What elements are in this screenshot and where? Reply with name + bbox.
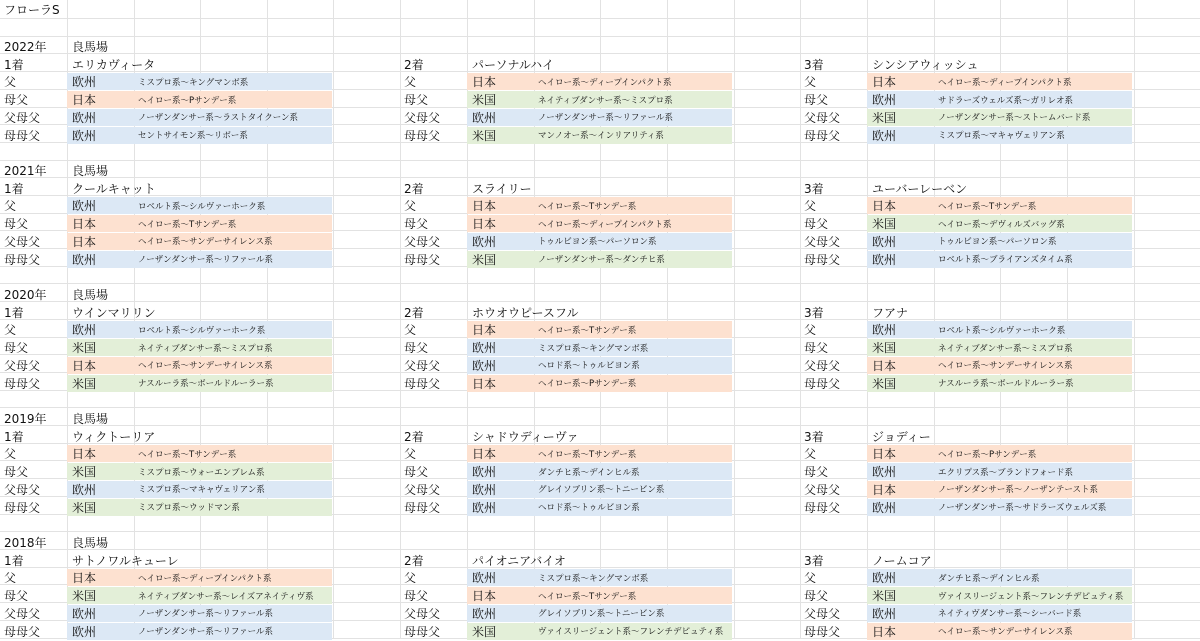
track-condition[interactable]: 良馬場 bbox=[72, 164, 109, 178]
sire-line-cell[interactable]: ネイティブダンサー系〜ミスプロ系 bbox=[138, 343, 273, 354]
pedigree-role[interactable]: 父 bbox=[804, 199, 817, 214]
pedigree-role[interactable]: 母父 bbox=[804, 93, 829, 108]
pedigree-role[interactable]: 父 bbox=[804, 323, 817, 338]
region-cell[interactable]: 日本 bbox=[472, 376, 497, 391]
pedigree-role[interactable]: 父母父 bbox=[404, 110, 441, 125]
sire-line-cell[interactable]: グレイソブリン系〜トニービン系 bbox=[538, 609, 665, 620]
pedigree-role[interactable]: 母母父 bbox=[804, 376, 841, 391]
pedigree-role[interactable]: 母父 bbox=[404, 93, 429, 108]
pedigree-role[interactable]: 父母父 bbox=[804, 234, 841, 249]
pedigree-role[interactable]: 母父 bbox=[804, 217, 829, 232]
region-cell[interactable]: 日本 bbox=[472, 323, 497, 338]
region-cell[interactable]: 欧州 bbox=[72, 624, 97, 639]
sire-line-cell[interactable]: ヘイロー系〜ディープインパクト系 bbox=[538, 77, 672, 88]
horse-name[interactable]: ウィクトーリア bbox=[72, 429, 156, 444]
pedigree-role[interactable]: 父母父 bbox=[4, 234, 41, 249]
sire-line-cell[interactable]: ダンチヒ系〜デインヒル系 bbox=[938, 573, 1040, 584]
region-cell[interactable]: 欧州 bbox=[72, 606, 97, 621]
region-cell[interactable]: 米国 bbox=[472, 624, 497, 639]
region-cell[interactable]: 欧州 bbox=[872, 252, 897, 267]
pedigree-role[interactable]: 母父 bbox=[804, 589, 829, 604]
sire-line-cell[interactable]: ロベルト系〜シルヴァーホーク系 bbox=[138, 325, 266, 336]
sire-line-cell[interactable]: ロベルト系〜シルヴァーホーク系 bbox=[138, 201, 266, 212]
pedigree-role[interactable]: 父 bbox=[804, 571, 817, 586]
sire-line-cell[interactable]: ノーザンダンサー系〜リファール系 bbox=[138, 609, 273, 620]
sire-line-cell[interactable]: ヴァイスリージェント系〜フレンチデピュティ系 bbox=[938, 591, 1124, 602]
horse-name[interactable]: サトノワルキューレ bbox=[72, 553, 179, 568]
horse-name[interactable]: パイオニアバイオ bbox=[472, 553, 566, 568]
sire-line-cell[interactable]: ヘイロー系〜Tサンデー系 bbox=[138, 219, 237, 230]
sire-line-cell[interactable]: ネイティヴダンサー系〜シーバード系 bbox=[938, 609, 1082, 620]
pedigree-role[interactable]: 母母父 bbox=[404, 252, 441, 267]
placing-label[interactable]: 3着 bbox=[804, 57, 824, 72]
horse-name[interactable]: クールキャット bbox=[72, 181, 156, 196]
sire-line-cell[interactable]: ヘイロー系〜Tサンデー系 bbox=[538, 201, 637, 212]
pedigree-role[interactable]: 父母父 bbox=[404, 482, 441, 497]
region-cell[interactable]: 欧州 bbox=[472, 234, 497, 249]
pedigree-role[interactable]: 母父 bbox=[4, 341, 29, 356]
sire-line-cell[interactable]: ヘイロー系〜ディープインパクト系 bbox=[938, 77, 1072, 88]
sire-line-cell[interactable]: ミスプロ系〜ウッドマン系 bbox=[138, 503, 240, 513]
sire-line-cell[interactable]: ヘイロー系〜サンデーサイレンス系 bbox=[938, 627, 1073, 637]
pedigree-role[interactable]: 父母父 bbox=[804, 482, 841, 497]
region-cell[interactable]: 欧州 bbox=[472, 341, 497, 356]
region-cell[interactable]: 米国 bbox=[872, 341, 897, 356]
pedigree-role[interactable]: 母母父 bbox=[804, 624, 841, 639]
sheet-title[interactable]: フローラS bbox=[4, 3, 60, 17]
placing-label[interactable]: 1着 bbox=[4, 181, 24, 196]
region-cell[interactable]: 米国 bbox=[472, 252, 497, 267]
pedigree-role[interactable]: 父 bbox=[4, 323, 17, 338]
sire-line-cell[interactable]: ミスプロ系〜キングマンボ系 bbox=[138, 77, 249, 88]
year-label[interactable]: 2021年 bbox=[4, 164, 47, 178]
sire-line-cell[interactable]: ネイティブダンサー系〜レイズアネイティヴ系 bbox=[138, 591, 314, 602]
pedigree-role[interactable]: 父母父 bbox=[4, 110, 41, 125]
year-label[interactable]: 2018年 bbox=[4, 536, 47, 550]
placing-label[interactable]: 2着 bbox=[404, 553, 424, 568]
sire-line-cell[interactable]: ミスプロ系〜マキャヴェリアン系 bbox=[938, 131, 1065, 141]
region-cell[interactable]: 米国 bbox=[72, 341, 97, 356]
sire-line-cell[interactable]: ヘイロー系〜Tサンデー系 bbox=[938, 201, 1037, 212]
region-cell[interactable]: 欧州 bbox=[472, 500, 497, 515]
year-label[interactable]: 2020年 bbox=[4, 288, 47, 302]
region-cell[interactable]: 日本 bbox=[72, 447, 97, 462]
horse-name[interactable]: スライリー bbox=[472, 181, 532, 196]
region-cell[interactable]: 日本 bbox=[472, 589, 497, 604]
pedigree-role[interactable]: 母母父 bbox=[4, 128, 41, 143]
horse-name[interactable]: ノームコア bbox=[872, 553, 932, 568]
region-cell[interactable]: 欧州 bbox=[72, 75, 97, 90]
horse-name[interactable]: シンシアウィッシュ bbox=[872, 57, 979, 72]
region-cell[interactable]: 欧州 bbox=[872, 323, 897, 338]
region-cell[interactable]: 欧州 bbox=[872, 500, 897, 515]
region-cell[interactable]: 日本 bbox=[472, 199, 497, 214]
region-cell[interactable]: 米国 bbox=[72, 465, 97, 480]
sire-line-cell[interactable]: ネイティブダンサー系〜ミスプロ系 bbox=[538, 95, 673, 106]
sire-line-cell[interactable]: ヘイロー系〜ディープインパクト系 bbox=[538, 219, 672, 230]
horse-name[interactable]: フアナ bbox=[872, 305, 909, 320]
sire-line-cell[interactable]: トゥルビヨン系〜パーソロン系 bbox=[938, 237, 1057, 248]
track-condition[interactable]: 良馬場 bbox=[72, 288, 109, 302]
year-label[interactable]: 2022年 bbox=[4, 40, 47, 54]
horse-name[interactable]: ジョディー bbox=[872, 429, 931, 444]
pedigree-role[interactable]: 母母父 bbox=[804, 128, 841, 143]
sire-line-cell[interactable]: ナスルーラ系〜ボールドルーラー系 bbox=[938, 379, 1074, 389]
sire-line-cell[interactable]: ヘイロー系〜Tサンデー系 bbox=[538, 449, 637, 460]
sire-line-cell[interactable]: ヘイロー系〜Pサンデー系 bbox=[538, 379, 637, 389]
sire-line-cell[interactable]: ヘロド系〜トゥルビヨン系 bbox=[538, 361, 640, 372]
sire-line-cell[interactable]: ノーザンダンサー系〜リファール系 bbox=[138, 255, 273, 265]
region-cell[interactable]: 米国 bbox=[872, 589, 897, 604]
pedigree-role[interactable]: 母母父 bbox=[4, 252, 41, 267]
placing-label[interactable]: 3着 bbox=[804, 429, 824, 444]
track-condition[interactable]: 良馬場 bbox=[72, 536, 109, 550]
sire-line-cell[interactable]: ナスルーラ系〜ボールドルーラー系 bbox=[138, 379, 274, 389]
sire-line-cell[interactable]: ノーザンダンサー系〜ラストタイクーン系 bbox=[138, 113, 299, 124]
placing-label[interactable]: 3着 bbox=[804, 181, 824, 196]
region-cell[interactable]: 米国 bbox=[472, 128, 497, 143]
region-cell[interactable]: 日本 bbox=[72, 571, 97, 586]
sire-line-cell[interactable]: ミスプロ系〜ウォーエンブレム系 bbox=[138, 467, 265, 478]
region-cell[interactable]: 米国 bbox=[872, 217, 897, 232]
horse-name[interactable]: ユーバーレーベン bbox=[872, 181, 968, 196]
horse-name[interactable]: ホウオウピースフル bbox=[472, 305, 579, 320]
pedigree-role[interactable]: 母父 bbox=[404, 341, 429, 356]
pedigree-role[interactable]: 父母父 bbox=[404, 358, 441, 373]
pedigree-role[interactable]: 母父 bbox=[804, 465, 829, 480]
sire-line-cell[interactable]: ヘイロー系〜デヴィルズバッグ系 bbox=[938, 219, 1065, 230]
pedigree-role[interactable]: 父母父 bbox=[404, 234, 441, 249]
pedigree-role[interactable]: 父 bbox=[804, 447, 817, 462]
placing-label[interactable]: 1着 bbox=[4, 57, 24, 72]
track-condition[interactable]: 良馬場 bbox=[72, 40, 109, 54]
sire-line-cell[interactable]: ダンチヒ系〜デインヒル系 bbox=[538, 467, 640, 478]
pedigree-role[interactable]: 父母父 bbox=[4, 606, 41, 621]
region-cell[interactable]: 日本 bbox=[72, 358, 97, 373]
sire-line-cell[interactable]: セントサイモン系〜リボー系 bbox=[138, 131, 248, 141]
sire-line-cell[interactable]: ヘイロー系〜サンデーサイレンス系 bbox=[138, 361, 273, 372]
placing-label[interactable]: 3着 bbox=[804, 553, 824, 568]
horse-name[interactable]: シャドウディーヴァ bbox=[472, 429, 579, 444]
pedigree-role[interactable]: 母母父 bbox=[804, 500, 841, 515]
sire-line-cell[interactable]: ネイティブダンサー系〜ミスプロ系 bbox=[938, 343, 1073, 354]
placing-label[interactable]: 2着 bbox=[404, 181, 424, 196]
sire-line-cell[interactable]: ヘイロー系〜サンデーサイレンス系 bbox=[138, 237, 273, 248]
pedigree-role[interactable]: 母父 bbox=[404, 217, 429, 232]
region-cell[interactable]: 米国 bbox=[872, 110, 897, 125]
region-cell[interactable]: 欧州 bbox=[872, 128, 897, 143]
region-cell[interactable]: 欧州 bbox=[472, 482, 497, 497]
year-label[interactable]: 2019年 bbox=[4, 412, 47, 426]
region-cell[interactable]: 米国 bbox=[72, 500, 97, 515]
sire-line-cell[interactable]: ヘロド系〜トゥルビヨン系 bbox=[538, 503, 640, 513]
pedigree-role[interactable]: 母父 bbox=[4, 589, 29, 604]
region-cell[interactable]: 欧州 bbox=[72, 323, 97, 338]
pedigree-role[interactable]: 父 bbox=[4, 447, 17, 462]
pedigree-role[interactable]: 父 bbox=[404, 75, 417, 90]
sire-line-cell[interactable]: ノーザンダンサー系〜ストームバード系 bbox=[938, 113, 1091, 124]
pedigree-role[interactable]: 母父 bbox=[4, 465, 29, 480]
region-cell[interactable]: 日本 bbox=[872, 199, 897, 214]
region-cell[interactable]: 米国 bbox=[72, 589, 97, 604]
pedigree-role[interactable]: 父母父 bbox=[404, 606, 441, 621]
pedigree-role[interactable]: 母父 bbox=[404, 589, 429, 604]
pedigree-role[interactable]: 母父 bbox=[4, 217, 29, 232]
region-cell[interactable]: 日本 bbox=[72, 234, 97, 249]
horse-name[interactable]: パーソナルハイ bbox=[472, 57, 555, 72]
track-condition[interactable]: 良馬場 bbox=[72, 412, 109, 426]
region-cell[interactable]: 欧州 bbox=[472, 358, 497, 373]
region-cell[interactable]: 日本 bbox=[872, 447, 897, 462]
region-cell[interactable]: 欧州 bbox=[72, 128, 97, 143]
sire-line-cell[interactable]: ヘイロー系〜Tサンデー系 bbox=[538, 325, 637, 336]
pedigree-role[interactable]: 父母父 bbox=[804, 358, 841, 373]
placing-label[interactable]: 2着 bbox=[404, 305, 424, 320]
sire-line-cell[interactable]: ミスプロ系〜マキャヴェリアン系 bbox=[138, 485, 265, 496]
region-cell[interactable]: 日本 bbox=[872, 75, 897, 90]
region-cell[interactable]: 欧州 bbox=[72, 199, 97, 214]
pedigree-role[interactable]: 母母父 bbox=[404, 128, 441, 143]
horse-name[interactable]: ウインマリリン bbox=[72, 305, 156, 320]
pedigree-role[interactable]: 母母父 bbox=[404, 624, 441, 639]
region-cell[interactable]: 日本 bbox=[72, 93, 97, 108]
sire-line-cell[interactable]: ロベルト系〜ブライアンズタイム系 bbox=[938, 255, 1073, 265]
pedigree-role[interactable]: 父 bbox=[4, 199, 17, 214]
region-cell[interactable]: 日本 bbox=[472, 75, 497, 90]
pedigree-role[interactable]: 父 bbox=[804, 75, 817, 90]
placing-label[interactable]: 2着 bbox=[404, 57, 424, 72]
region-cell[interactable]: 欧州 bbox=[72, 110, 97, 125]
region-cell[interactable]: 欧州 bbox=[872, 606, 897, 621]
pedigree-role[interactable]: 父母父 bbox=[4, 482, 41, 497]
pedigree-role[interactable]: 父 bbox=[404, 199, 417, 214]
sire-line-cell[interactable]: ノーザンダンサー系〜リファール系 bbox=[138, 627, 273, 637]
sire-line-cell[interactable]: ヘイロー系〜Tサンデー系 bbox=[138, 449, 237, 460]
sire-line-cell[interactable]: ノーザンダンサー系〜ノーザンテースト系 bbox=[938, 485, 1098, 496]
pedigree-role[interactable]: 母母父 bbox=[404, 500, 441, 515]
sire-line-cell[interactable]: エクリプス系〜ブランドフォード系 bbox=[938, 467, 1073, 478]
sire-line-cell[interactable]: ヴァイスリージェント系〜フレンチデピュティ系 bbox=[538, 627, 724, 637]
pedigree-role[interactable]: 父 bbox=[404, 571, 417, 586]
pedigree-role[interactable]: 母父 bbox=[404, 465, 429, 480]
region-cell[interactable]: 欧州 bbox=[72, 482, 97, 497]
sire-line-cell[interactable]: ヘイロー系〜Pサンデー系 bbox=[138, 95, 237, 106]
placing-label[interactable]: 2着 bbox=[404, 429, 424, 444]
sire-line-cell[interactable]: ヘイロー系〜Tサンデー系 bbox=[538, 591, 637, 602]
pedigree-role[interactable]: 母母父 bbox=[4, 500, 41, 515]
sire-line-cell[interactable]: ヘイロー系〜サンデーサイレンス系 bbox=[938, 361, 1073, 372]
region-cell[interactable]: 日本 bbox=[872, 624, 897, 639]
pedigree-role[interactable]: 父母父 bbox=[4, 358, 41, 373]
pedigree-role[interactable]: 父母父 bbox=[804, 606, 841, 621]
region-cell[interactable]: 欧州 bbox=[872, 571, 897, 586]
pedigree-role[interactable]: 母母父 bbox=[404, 376, 441, 391]
pedigree-role[interactable]: 母母父 bbox=[4, 376, 41, 391]
sire-line-cell[interactable]: ノーザンダンサー系〜サドラーズウェルズ系 bbox=[938, 503, 1107, 513]
region-cell[interactable]: 欧州 bbox=[72, 252, 97, 267]
horse-name[interactable]: エリカヴィータ bbox=[72, 57, 156, 72]
pedigree-role[interactable]: 父 bbox=[4, 75, 17, 90]
sire-line-cell[interactable]: ノーザンダンサー系〜リファール系 bbox=[538, 113, 673, 124]
sire-line-cell[interactable]: ミスプロ系〜キングマンボ系 bbox=[538, 343, 649, 354]
region-cell[interactable]: 日本 bbox=[72, 217, 97, 232]
placing-label[interactable]: 3着 bbox=[804, 305, 824, 320]
region-cell[interactable]: 欧州 bbox=[472, 465, 497, 480]
pedigree-role[interactable]: 母父 bbox=[804, 341, 829, 356]
region-cell[interactable]: 米国 bbox=[472, 93, 497, 108]
placing-label[interactable]: 1着 bbox=[4, 553, 24, 568]
pedigree-role[interactable]: 母母父 bbox=[4, 624, 41, 639]
region-cell[interactable]: 欧州 bbox=[472, 110, 497, 125]
region-cell[interactable]: 欧州 bbox=[472, 606, 497, 621]
sire-line-cell[interactable]: ミスプロ系〜キングマンボ系 bbox=[538, 573, 649, 584]
region-cell[interactable]: 欧州 bbox=[872, 465, 897, 480]
sire-line-cell[interactable]: ノーザンダンサー系〜ダンチヒ系 bbox=[538, 255, 665, 265]
pedigree-role[interactable]: 父 bbox=[404, 323, 417, 338]
sire-line-cell[interactable]: ヘイロー系〜ディープインパクト系 bbox=[138, 573, 272, 584]
pedigree-role[interactable]: 父 bbox=[4, 571, 17, 586]
region-cell[interactable]: 米国 bbox=[872, 376, 897, 391]
pedigree-role[interactable]: 母父 bbox=[4, 93, 29, 108]
region-cell[interactable]: 日本 bbox=[872, 358, 897, 373]
pedigree-role[interactable]: 父 bbox=[404, 447, 417, 462]
region-cell[interactable]: 日本 bbox=[472, 217, 497, 232]
pedigree-role[interactable]: 父母父 bbox=[804, 110, 841, 125]
region-cell[interactable]: 日本 bbox=[872, 482, 897, 497]
sire-line-cell[interactable]: ヘイロー系〜Pサンデー系 bbox=[938, 449, 1037, 460]
region-cell[interactable]: 欧州 bbox=[872, 93, 897, 108]
sire-line-cell[interactable]: サドラーズウェルズ系〜ガリレオ系 bbox=[938, 95, 1073, 106]
sire-line-cell[interactable]: ロベルト系〜シルヴァーホーク系 bbox=[938, 325, 1066, 336]
sire-line-cell[interactable]: トゥルビヨン系〜パーソロン系 bbox=[538, 237, 657, 248]
sire-line-cell[interactable]: マンノオー系〜インリアリティ系 bbox=[538, 131, 664, 141]
placing-label[interactable]: 1着 bbox=[4, 429, 24, 444]
region-cell[interactable]: 日本 bbox=[472, 447, 497, 462]
region-cell[interactable]: 米国 bbox=[72, 376, 97, 391]
region-cell[interactable]: 欧州 bbox=[872, 234, 897, 249]
pedigree-role[interactable]: 母母父 bbox=[804, 252, 841, 267]
region-cell[interactable]: 欧州 bbox=[472, 571, 497, 586]
placing-label[interactable]: 1着 bbox=[4, 305, 24, 320]
sire-line-cell[interactable]: グレイソブリン系〜トニービン系 bbox=[538, 485, 665, 496]
